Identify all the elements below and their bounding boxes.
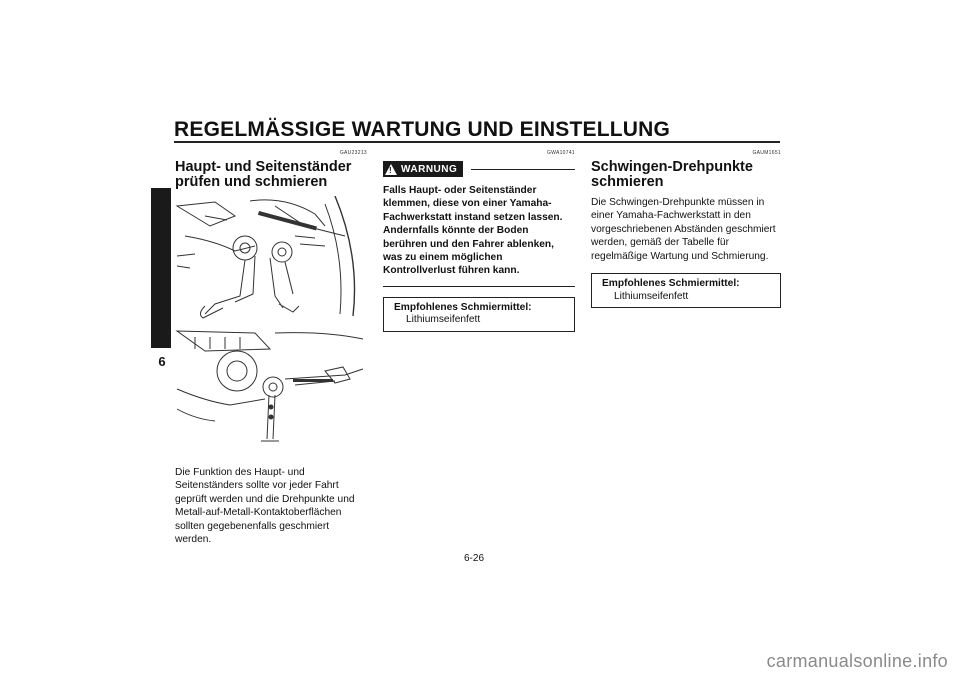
section-heading: Schwingen-Drehpunkte schmieren [591, 159, 753, 190]
lubricant-value: Lithiumseifenfett [614, 290, 689, 302]
section-code: GAU23213 [339, 150, 367, 156]
section-body: Die Schwingen-Drehpunkte müssen in einer Yamaha-Fachwerkstatt in den vorgeschriebenen Abständen geschmiert werden, gemäß der Tabelle für regelmäßige Wartung und Schmierung. [591, 197, 776, 262]
chapter-tab [151, 188, 171, 358]
side-stand-illustration [175, 329, 365, 454]
chapter-number: 6 [149, 348, 175, 374]
warning-triangle-icon: ! [385, 164, 397, 175]
column-swingarm [591, 150, 781, 308]
section-code: GAUM1651 [752, 150, 781, 156]
warning-code: GWA10741 [546, 150, 575, 156]
warning-head-rule [471, 169, 575, 170]
page-number: 6-26 [464, 553, 485, 564]
page-header: REGELMÄSSIGE WARTUNG UND EINSTELLUNG [174, 118, 671, 141]
lubricant-value: Lithiumseifenfett [406, 314, 481, 326]
column-warning [383, 150, 575, 332]
watermark-link[interactable]: carmanualsonline.info [766, 651, 948, 671]
header-rule [174, 141, 780, 143]
warning-bottom-rule [383, 286, 575, 287]
section-heading: Haupt- und Seitenständer prüfen und schmieren [175, 159, 352, 190]
lubricant-box [383, 297, 575, 332]
lubricant-box [591, 273, 781, 308]
warning-badge [383, 161, 463, 177]
column-stand-lubrication [175, 150, 367, 546]
warning-label: WARNUNG [401, 163, 458, 175]
section-body: Die Funktion des Haupt- und Seitenständers sollte vor jeder Fahrt geprüft werden und die Drehpunkte und Metall-auf-Metall-Kontaktoberflächen sollten gegebenenfalls geschmiert werden. [175, 467, 355, 546]
center-stand-illustration [175, 196, 365, 321]
lubricant-title: Empfohlenes Schmiermittel: [602, 278, 740, 290]
warning-text: Falls Haupt- oder Seitenständer klemmen, diese von einer Yamaha-Fachwerkstatt instand setzen lassen. Andernfalls könnte der Boden berühren und den Fahrer ablenken, was zu einem möglichen Kontrollverlust führen kann. [383, 185, 563, 277]
warning-box [383, 160, 575, 287]
lubricant-title: Empfohlenes Schmiermittel: [394, 301, 532, 313]
